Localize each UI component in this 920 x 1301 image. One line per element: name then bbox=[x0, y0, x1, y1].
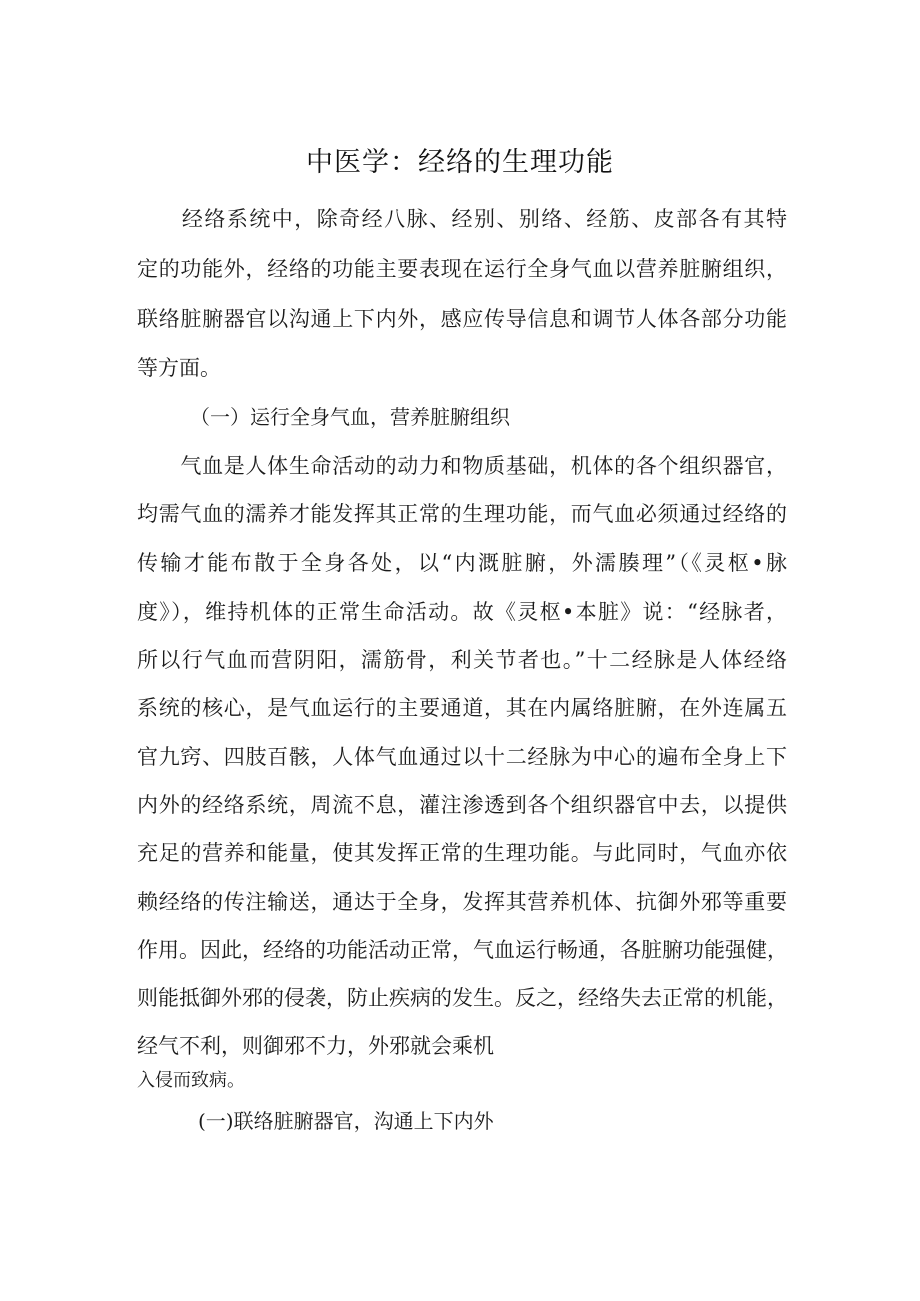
section-1-line-10: 赖经络的传注输送，通达于全身，发挥其营养机体、抗御外邪等重要 bbox=[137, 890, 787, 914]
intro-line-2: 定的功能外，经络的功能主要表现在运行全身气血以营养脏腑组织， bbox=[137, 257, 787, 281]
intro-line-4: 等方面。 bbox=[137, 356, 221, 380]
section-1-line-1: 气血是人体生命活动的动力和物质基础，机体的各个组织器官， bbox=[137, 454, 787, 478]
section-1-heading: （一）运行全身气血，营养脏腑组织 bbox=[190, 405, 510, 429]
section-1-line-5: 所以行气血而营阴阳，濡筋骨，利关节者也。”十二经脉是人体经络 bbox=[137, 648, 787, 672]
section-1-line-14: 入侵而致病。 bbox=[137, 1070, 245, 1091]
section-1-line-4: 度》），维持机体的正常生命活动。故《灵枢•本脏》说：“经脉者， bbox=[137, 600, 787, 624]
section-1-line-7: 官九窍、四肢百骸，人体气血通过以十二经脉为中心的遍布全身上下 bbox=[137, 745, 787, 769]
section-1-line-2: 均需气血的濡养才能发挥其正常的生理功能，而气血必须通过经络的 bbox=[137, 502, 787, 526]
section-1-line-8: 内外的经络系统，周流不息，灌注渗透到各个组织器官中去，以提供 bbox=[137, 793, 787, 817]
section-1-line-13: 经气不利，则御邪不力，外邪就会乘机 bbox=[137, 1034, 494, 1058]
section-1-line-3: 传输才能布散于全身各处，以“内溉脏腑，外濡腠理”（《灵枢•脉 bbox=[137, 551, 787, 575]
intro-line-1: 经络系统中，除奇经八脉、经别、别络、经筋、皮部各有其特 bbox=[137, 207, 787, 231]
section-1-line-6: 系统的核心，是气血运行的主要通道，其在内属络脏腑，在外连属五 bbox=[137, 696, 787, 720]
section-1-line-11: 作用。因此，经络的功能活动正常，气血运行畅通，各脏腑功能强健， bbox=[137, 938, 788, 962]
section-2-heading: (一)联络脏腑器官，沟通上下内外 bbox=[198, 1109, 494, 1133]
section-1-line-9: 充足的营养和能量，使其发挥正常的生理功能。与此同时，气血亦依 bbox=[137, 841, 787, 865]
intro-line-3: 联络脏腑器官以沟通上下内外，感应传导信息和调节人体各部分功能 bbox=[137, 307, 787, 331]
section-1-line-12: 则能抵御外邪的侵袭，防止疾病的发生。反之，经络失去正常的机能， bbox=[137, 986, 788, 1010]
document-title: 中医学：经络的生理功能 bbox=[306, 147, 614, 178]
